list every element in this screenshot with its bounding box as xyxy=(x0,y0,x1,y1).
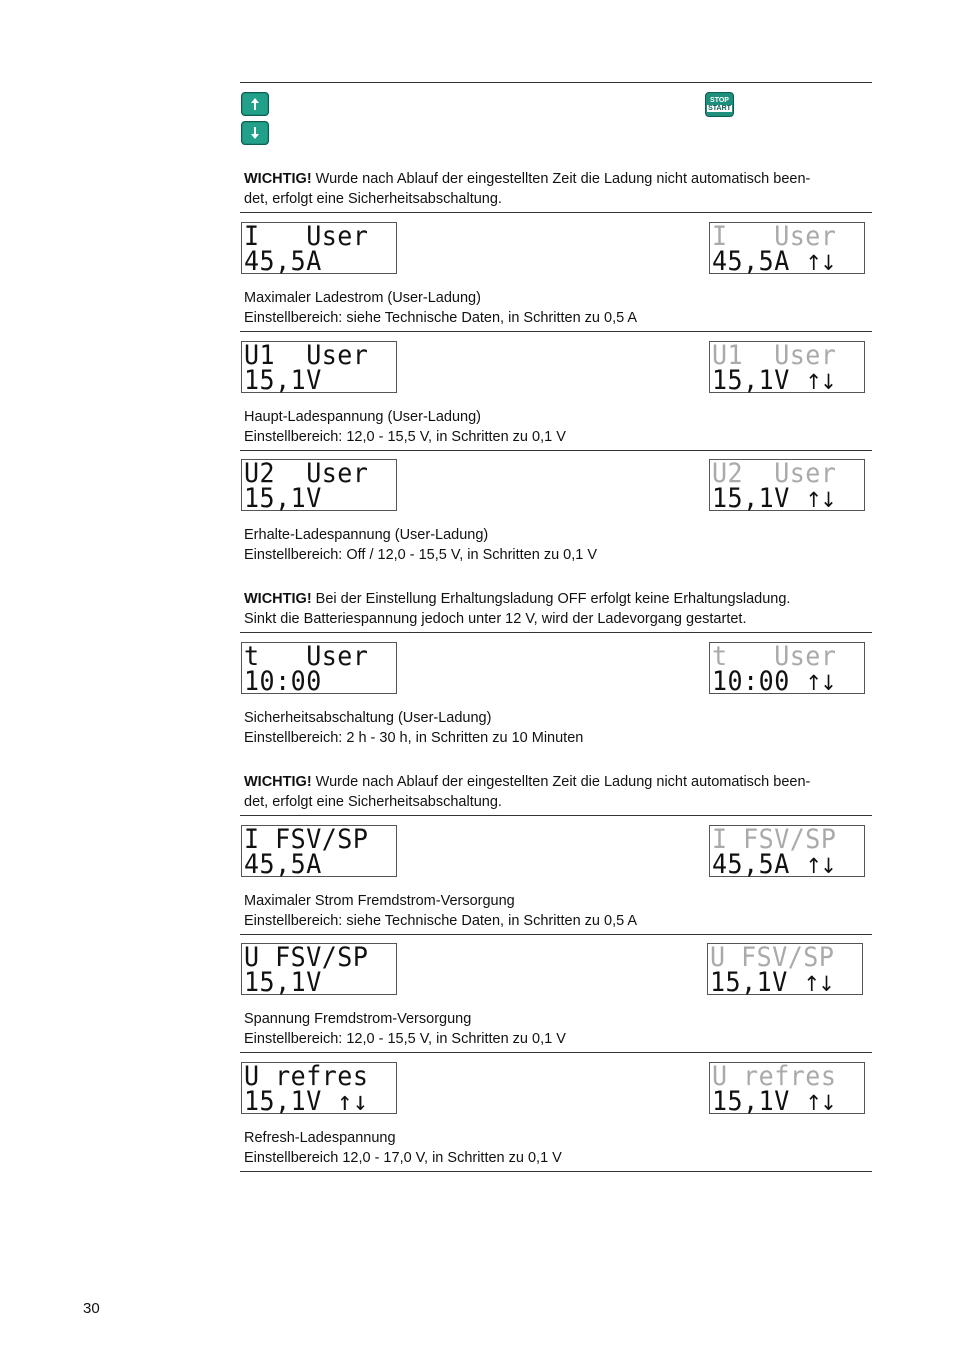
up-down-arrows-icon: ↑↓ xyxy=(805,487,835,513)
lcd-display-right: U FSV/SP 15,1V ↑↓ xyxy=(707,943,863,995)
up-down-arrows-icon: ↑↓ xyxy=(805,670,835,696)
note-important: WICHTIG! Wurde nach Ablauf der eingestellten Zeit die Ladung nicht automatisch been- det, erfolgt eine Sicherheitsabschaltung. xyxy=(244,171,811,207)
divider xyxy=(240,815,872,816)
note-important: WICHTIG! Wurde nach Ablauf der eingestellten Zeit die Ladung nicht automatisch been- det, erfolgt eine Sicherheitsabschaltung. xyxy=(244,774,811,810)
lcd-display-left: U refres 15,1V ↑↓ xyxy=(241,1062,397,1114)
setting-description: Refresh-Ladespannung Einstellbereich 12,0 - 17,0 V, in Schritten zu 0,1 V xyxy=(244,1130,562,1166)
lcd-display-right: I FSV/SP 45,5A ↑↓ xyxy=(709,825,865,877)
setting-description: Sicherheitsabschaltung (User-Ladung) Einstellbereich: 2 h - 30 h, in Schritten zu 10 Minuten xyxy=(244,710,584,746)
divider xyxy=(240,1052,872,1053)
stop-label: STOP xyxy=(710,97,729,104)
up-down-arrows-icon: ↑↓ xyxy=(805,1090,835,1116)
divider xyxy=(240,212,872,213)
lcd-display-left: U1 User 15,1V xyxy=(241,341,397,393)
divider xyxy=(240,934,872,935)
setting-description: Erhalte-Ladespannung (User-Ladung) Einstellbereich: Off / 12,0 - 15,5 V, in Schritten zu 0,1 V xyxy=(244,527,598,563)
up-down-arrows-icon: ↑↓ xyxy=(805,853,835,879)
arrow-up-icon xyxy=(250,97,260,111)
up-down-arrows-icon: ↑↓ xyxy=(805,250,835,276)
setting-description: Haupt-Ladespannung (User-Ladung) Einstellbereich: 12,0 - 15,5 V, in Schritten zu 0,1 V xyxy=(244,409,566,445)
stop-start-button[interactable] xyxy=(705,92,734,117)
divider xyxy=(240,1171,872,1172)
lcd-display-right: t User 10:00 ↑↓ xyxy=(709,642,865,694)
up-down-arrows-icon: ↑↓ xyxy=(803,971,833,997)
divider xyxy=(240,450,872,451)
note-important: WICHTIG! Bei der Einstellung Erhaltungsladung OFF erfolgt keine Erhaltungsladung. Sinkt die Batteriespannung jedoch unter 12 V, wird der Ladevorgang gestartet. xyxy=(244,591,791,627)
up-down-arrows-icon: ↑↓ xyxy=(805,369,835,395)
lcd-display-left: U FSV/SP 15,1V xyxy=(241,943,397,995)
lcd-display-right: U refres 15,1V ↑↓ xyxy=(709,1062,865,1114)
start-label: START xyxy=(708,105,731,112)
down-button[interactable] xyxy=(241,121,269,145)
setting-description: Maximaler Ladestrom (User-Ladung) Einstellbereich: siehe Technische Daten, in Schritten zu 0,5 A xyxy=(244,290,638,326)
arrow-down-icon xyxy=(250,126,260,140)
divider xyxy=(240,632,872,633)
lcd-display-left: I FSV/SP 45,5A xyxy=(241,825,397,877)
lcd-display-right: U1 User 15,1V ↑↓ xyxy=(709,341,865,393)
divider xyxy=(240,82,872,83)
lcd-display-left: I User 45,5A xyxy=(241,222,397,274)
lcd-display-left: t User 10:00 xyxy=(241,642,397,694)
lcd-display-right: I User 45,5A ↑↓ xyxy=(709,222,865,274)
page-number: 30 xyxy=(83,1300,100,1317)
lcd-display-right: U2 User 15,1V ↑↓ xyxy=(709,459,865,511)
setting-description: Spannung Fremdstrom-Versorgung Einstellbereich: 12,0 - 15,5 V, in Schritten zu 0,1 V xyxy=(244,1011,566,1047)
setting-description: Maximaler Strom Fremdstrom-Versorgung Einstellbereich: siehe Technische Daten, in Schritten zu 0,5 A xyxy=(244,893,638,929)
lcd-display-left: U2 User 15,1V xyxy=(241,459,397,511)
up-button[interactable] xyxy=(241,92,269,116)
divider xyxy=(240,331,872,332)
